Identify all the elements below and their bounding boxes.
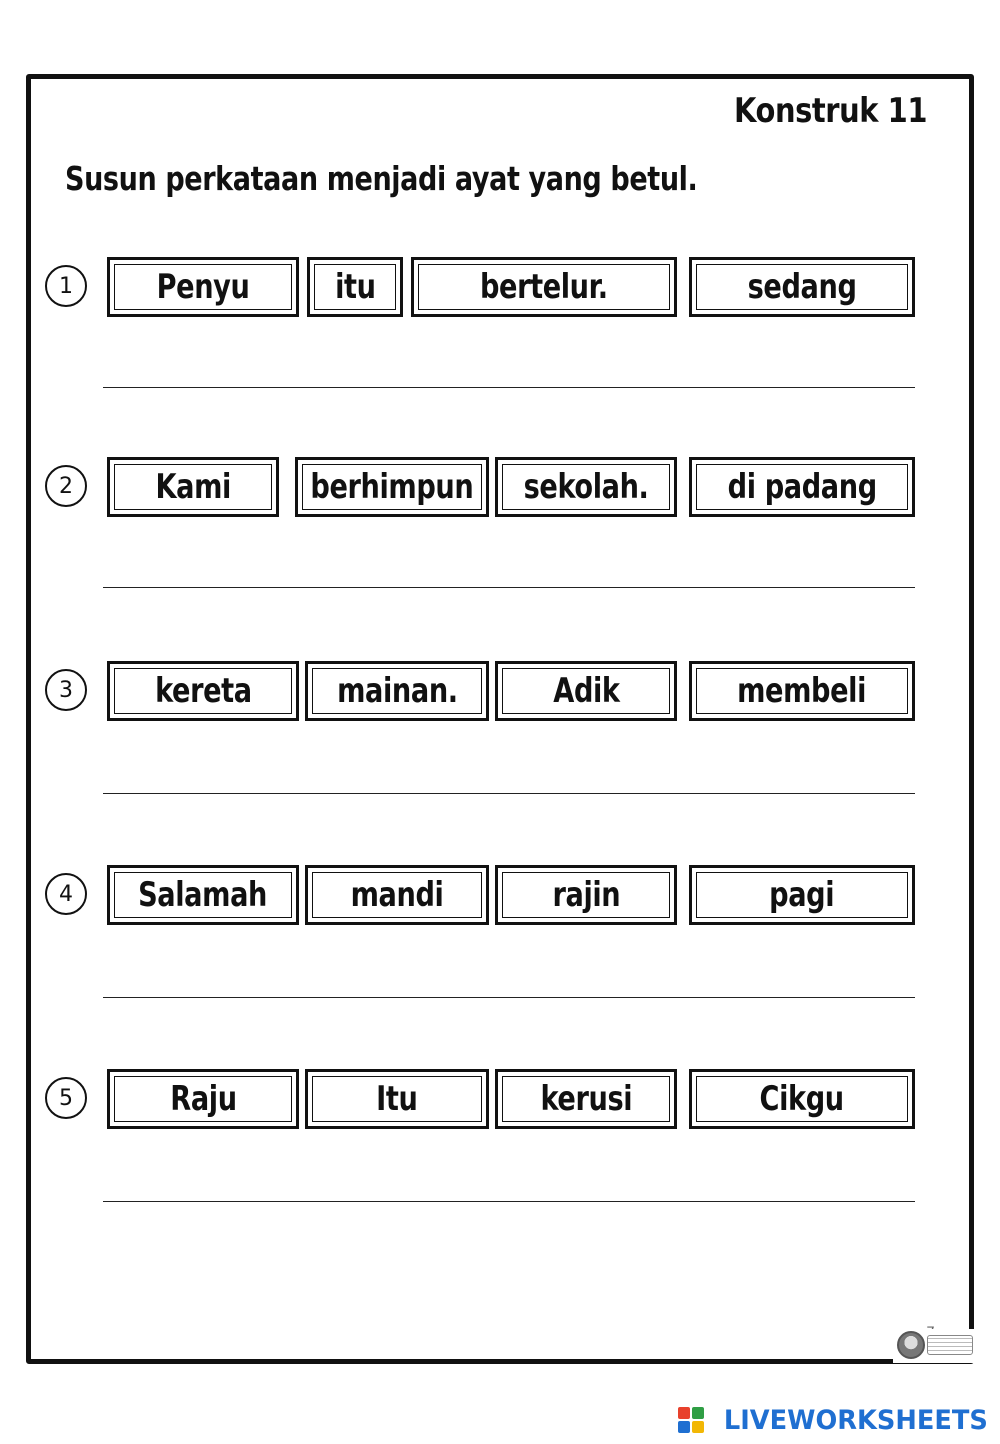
construct-label: Konstruk 11	[734, 91, 927, 131]
avatar-icon	[897, 1331, 925, 1359]
word-tile[interactable]	[689, 1069, 915, 1129]
answer-line-1[interactable]	[103, 387, 915, 388]
word-label: Penyu	[156, 267, 250, 307]
word-tile[interactable]	[307, 257, 403, 317]
word-label: mainan.	[336, 671, 458, 711]
word-tile[interactable]	[305, 661, 489, 721]
word-label: pagi	[769, 875, 835, 915]
logo-square-yellow	[692, 1421, 704, 1433]
word-tile[interactable]	[495, 1069, 677, 1129]
instruction-text: Susun perkataan menjadi ayat yang betul.	[65, 159, 698, 198]
worksheet-sheet	[26, 74, 974, 1364]
word-label: rajin	[552, 875, 620, 915]
answer-line-3[interactable]	[103, 793, 915, 794]
word-tile[interactable]	[689, 661, 915, 721]
word-tile[interactable]	[305, 865, 489, 925]
liveworksheets-brand[interactable]	[678, 1402, 988, 1438]
question-5	[31, 1069, 969, 1129]
word-label: Cikgu	[759, 1079, 845, 1119]
word-label: membeli	[737, 671, 867, 711]
question-3	[31, 661, 969, 721]
word-tile[interactable]	[689, 457, 915, 517]
word-label: kerusi	[540, 1079, 632, 1119]
word-tile[interactable]	[107, 865, 299, 925]
question-number: 3	[45, 669, 87, 711]
word-label: sedang	[747, 267, 857, 307]
question-number: 2	[45, 465, 87, 507]
word-tile[interactable]	[495, 457, 677, 517]
word-tile[interactable]	[295, 457, 489, 517]
word-tile[interactable]	[107, 457, 279, 517]
word-tile[interactable]	[495, 661, 677, 721]
liveworksheets-logo-icon	[678, 1407, 704, 1433]
word-tile[interactable]	[689, 865, 915, 925]
question-4	[31, 865, 969, 925]
question-1	[31, 257, 969, 317]
logo-badge-icon	[927, 1335, 973, 1355]
answer-line-2[interactable]	[103, 587, 915, 588]
word-tile[interactable]	[411, 257, 677, 317]
question-number: 5	[45, 1077, 87, 1119]
question-number: 1	[45, 265, 87, 307]
word-tile[interactable]	[305, 1069, 489, 1129]
word-label: Adik	[552, 671, 620, 711]
word-label: kereta	[154, 671, 252, 711]
word-label: Raju	[169, 1079, 237, 1119]
creator-logo-icon	[893, 1329, 975, 1363]
question-2	[31, 457, 969, 517]
logo-square-green	[692, 1407, 704, 1419]
word-label: Kami	[155, 467, 231, 507]
word-tile[interactable]	[107, 1069, 299, 1129]
word-tile[interactable]	[107, 661, 299, 721]
question-number: 4	[45, 873, 87, 915]
answer-line-5[interactable]	[103, 1201, 915, 1202]
word-tile[interactable]	[107, 257, 299, 317]
word-label: mandi	[350, 875, 444, 915]
logo-square-red	[678, 1407, 690, 1419]
word-label: sekolah.	[523, 467, 649, 507]
word-tile[interactable]	[689, 257, 915, 317]
word-tile[interactable]	[495, 865, 677, 925]
word-label: di padang	[727, 467, 877, 507]
brand-text: LIVEWORKSHEETS	[724, 1404, 988, 1436]
word-label: Salamah	[138, 875, 268, 915]
word-label: berhimpun	[310, 467, 474, 507]
answer-line-4[interactable]	[103, 997, 915, 998]
word-label: Itu	[376, 1079, 418, 1119]
word-label: itu	[334, 267, 376, 307]
word-label: bertelur.	[480, 267, 608, 307]
logo-square-blue	[678, 1421, 690, 1433]
